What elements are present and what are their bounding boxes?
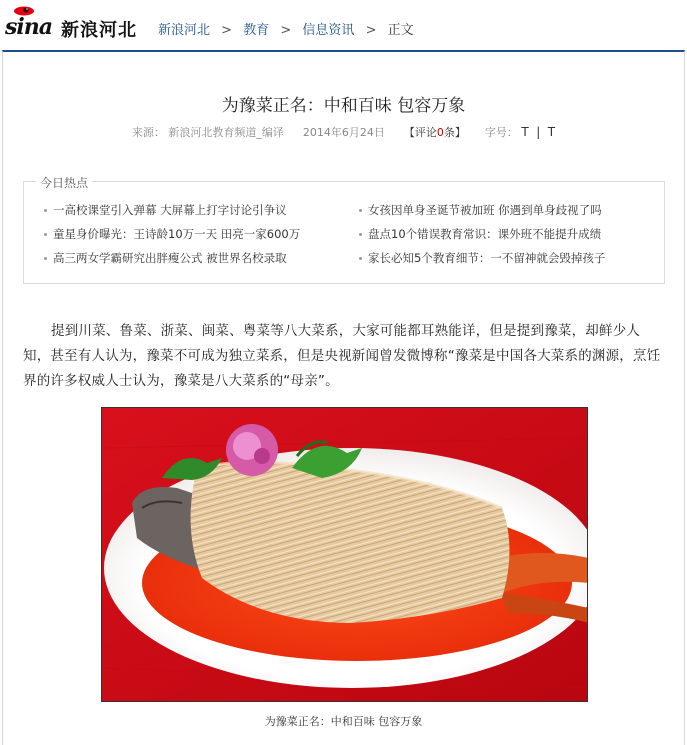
bullet-icon <box>359 209 362 212</box>
breadcrumb-separator: > <box>365 23 377 38</box>
font-size-label: 字号： <box>484 126 518 139</box>
comment-count: 0 <box>436 126 444 139</box>
dish-photo-image <box>102 408 588 702</box>
sina-logo[interactable] <box>3 4 153 44</box>
comment-open-bracket: 【 <box>403 126 415 139</box>
comment-label: 评论 <box>414 126 437 139</box>
hot-news-link[interactable]: 童星身价曝光：王诗龄10万一天 田亮一家600万 <box>53 227 301 241</box>
comment-unit: 条 <box>443 126 455 139</box>
hot-news-item[interactable] <box>359 202 605 226</box>
breadcrumb-separator: > <box>280 23 292 38</box>
bullet-icon <box>359 233 362 236</box>
bullet-icon <box>44 257 47 260</box>
hot-news-item[interactable] <box>359 226 605 250</box>
article-body-paragraph: 提到川菜、鲁菜、浙菜、闽菜、粤菜等八大菜系，大家可能都耳熟能详，但是提到豫菜，却鲜少人知，甚至有人认为，豫菜不可成为独立菜系，但是央视新闻曾发微博称“豫菜是中国各大菜系的渊源，烹饪界的许多权威人士认为，豫菜是八大菜系的“母亲”。 <box>23 323 661 389</box>
article-source: 新浪河北教育频道_编译 <box>168 126 284 139</box>
hot-news-title: 今日热点 <box>36 174 92 191</box>
logo-site-name: 新浪河北 <box>61 20 137 41</box>
breadcrumb <box>158 19 414 38</box>
top-bar <box>0 0 687 50</box>
bullet-icon <box>44 233 47 236</box>
article-meta <box>0 124 687 140</box>
hot-news-link[interactable]: 一高校课堂引入弹幕 大屏幕上打字讨论引争议 <box>53 203 287 217</box>
font-size-small-button[interactable]: T <box>547 125 556 139</box>
hot-news-item[interactable] <box>44 226 300 250</box>
hot-news-right-column <box>359 202 605 274</box>
bullet-icon <box>44 209 47 212</box>
breadcrumb-education-link[interactable]: 教育 <box>243 23 270 38</box>
hot-news-left-column <box>44 202 300 274</box>
article-photo <box>101 407 588 702</box>
hot-news-link[interactable]: 盘点10个错误教育常识：课外班不能提升成绩 <box>368 227 602 241</box>
comment-close-bracket: 】 <box>454 126 466 139</box>
bullet-icon <box>359 257 362 260</box>
photo-caption: 为豫菜正名：中和百味 包容万象 <box>264 715 423 728</box>
source-label: 来源： <box>131 126 165 139</box>
hot-news-link[interactable]: 家长必知5个教育细节：一不留神就会毁掉孩子 <box>368 251 606 265</box>
font-size-large-button[interactable]: T <box>521 125 529 139</box>
hot-news-link[interactable]: 女孩因单身圣诞节被加班 你遇到单身歧视了吗 <box>368 203 602 217</box>
breadcrumb-separator: > <box>221 23 233 38</box>
breadcrumb-current: 正文 <box>387 23 414 38</box>
hot-news-item[interactable] <box>44 202 300 226</box>
font-size-divider: | <box>536 125 541 139</box>
hot-news-item[interactable] <box>44 250 300 274</box>
article-date: 2014年6月24日 <box>302 126 385 139</box>
comment-link[interactable] <box>404 126 466 139</box>
hot-news-item[interactable] <box>359 250 605 274</box>
breadcrumb-news-link[interactable]: 信息资讯 <box>302 23 355 38</box>
hot-news-link[interactable]: 高三两女学霸研究出胖瘦公式 被世界名校录取 <box>53 251 287 265</box>
article-title: 为豫菜正名：中和百味 包容万象 <box>221 96 466 116</box>
logo-sina-text: sina <box>5 14 52 40</box>
breadcrumb-home-link[interactable]: 新浪河北 <box>158 23 211 38</box>
hot-news-box <box>23 176 665 284</box>
